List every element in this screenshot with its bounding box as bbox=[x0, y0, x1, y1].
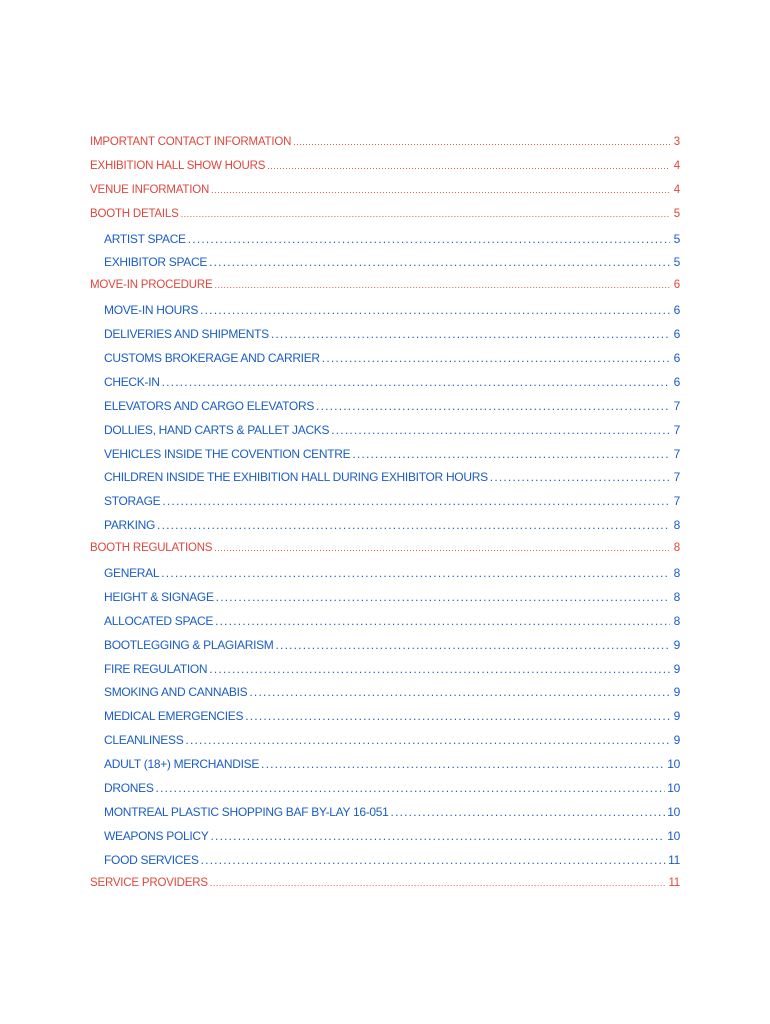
toc-entry-title: MOVE-IN HOURS bbox=[104, 303, 199, 318]
toc-entry-title: BOOTLEGGING & PLAGIARISM bbox=[104, 637, 274, 652]
toc-entry-title: VENUE INFORMATION bbox=[90, 183, 210, 196]
toc-entry[interactable] bbox=[90, 399, 680, 423]
toc-page-number: 8 bbox=[673, 542, 680, 555]
dot-leader bbox=[201, 853, 667, 867]
toc-entry-title: WEAPONS POLICY bbox=[104, 828, 209, 843]
toc-entry-title: ADULT (18+) MERCHANDISE bbox=[104, 757, 260, 772]
toc-entry[interactable] bbox=[90, 614, 680, 638]
toc-entry[interactable] bbox=[90, 423, 680, 447]
dot-leader bbox=[188, 232, 670, 246]
toc-entry-title: GENERAL bbox=[104, 566, 160, 581]
toc-entry-title: DOLLIES, HAND CARTS & PALLET JACKS bbox=[104, 422, 330, 437]
toc-page-number: 11 bbox=[668, 876, 680, 889]
dot-leader bbox=[214, 543, 670, 553]
dot-leader bbox=[161, 566, 670, 580]
toc-entry-title: ALLOCATED SPACE bbox=[104, 613, 214, 628]
toc-entry[interactable] bbox=[90, 232, 680, 256]
dot-leader bbox=[331, 423, 670, 437]
toc-entry[interactable] bbox=[90, 255, 680, 279]
toc-page-number: 4 bbox=[673, 159, 680, 172]
toc-entry[interactable] bbox=[90, 327, 680, 351]
toc-entry[interactable] bbox=[90, 566, 680, 590]
toc-page-number: 7 bbox=[673, 494, 680, 509]
toc-page-number: 9 bbox=[673, 661, 680, 676]
toc-entry-title: CUSTOMS BROKERAGE AND CARRIER bbox=[104, 351, 320, 366]
toc-entry-title: SMOKING AND CANNABIS bbox=[104, 685, 248, 700]
dot-leader bbox=[245, 709, 670, 723]
toc-page-number: 9 bbox=[673, 709, 680, 724]
dot-leader bbox=[271, 327, 670, 341]
dot-leader bbox=[276, 638, 670, 652]
toc-entry[interactable] bbox=[90, 781, 680, 805]
toc-entry-title: STORAGE bbox=[104, 494, 161, 509]
dot-leader bbox=[214, 280, 670, 290]
toc-entry-title: MONTREAL PLASTIC SHOPPING BAF BY-LAY 16-051 bbox=[104, 804, 389, 819]
dot-leader bbox=[391, 805, 666, 819]
toc-page-number: 6 bbox=[673, 327, 680, 342]
toc-entry-title: ARTIST SPACE bbox=[104, 231, 186, 246]
toc-page-number: 9 bbox=[673, 733, 680, 748]
dot-leader bbox=[210, 878, 667, 888]
toc-entry[interactable] bbox=[90, 733, 680, 757]
dot-leader bbox=[162, 494, 670, 508]
toc-page-number: 7 bbox=[673, 470, 680, 485]
toc-entry[interactable] bbox=[90, 351, 680, 375]
dot-leader bbox=[156, 781, 666, 795]
toc-page-number: 11 bbox=[668, 852, 680, 867]
dot-leader bbox=[267, 161, 670, 171]
toc-entry-title: ELEVATORS AND CARGO ELEVATORS bbox=[104, 398, 315, 413]
toc-entry[interactable] bbox=[90, 136, 680, 160]
toc-page-number: 8 bbox=[673, 589, 680, 604]
toc-entry-title: EXHIBITION HALL SHOW HOURS bbox=[90, 159, 266, 172]
dot-leader bbox=[209, 255, 670, 269]
dot-leader bbox=[211, 185, 670, 195]
dot-leader bbox=[490, 470, 670, 484]
toc-entry[interactable] bbox=[90, 757, 680, 781]
toc-entry[interactable] bbox=[90, 184, 680, 208]
toc-entry-title: EXHIBITOR SPACE bbox=[104, 255, 208, 270]
toc-page-number: 10 bbox=[667, 757, 680, 772]
toc-entry[interactable] bbox=[90, 805, 680, 829]
toc-entry-title: CHECK-IN bbox=[104, 374, 160, 389]
toc-entry-title: CHILDREN INSIDE THE EXHIBITION HALL DURING EXHIBITOR HOURS bbox=[104, 470, 488, 485]
toc-page-number: 10 bbox=[667, 828, 680, 843]
dot-leader bbox=[181, 209, 670, 219]
toc-entry-title: VEHICLES INSIDE THE COVENTION CENTRE bbox=[104, 446, 351, 461]
toc-entry-title: DRONES bbox=[104, 781, 154, 796]
dot-leader bbox=[322, 351, 670, 365]
toc-entry[interactable] bbox=[90, 375, 680, 399]
toc-page-number: 6 bbox=[673, 351, 680, 366]
toc-page-number: 8 bbox=[673, 518, 680, 533]
toc-page-number: 3 bbox=[673, 136, 680, 148]
dot-leader bbox=[261, 757, 665, 771]
toc-entry[interactable] bbox=[90, 542, 680, 566]
toc-entry[interactable] bbox=[90, 303, 680, 327]
dot-leader bbox=[162, 375, 670, 389]
toc-page-number: 5 bbox=[673, 207, 680, 220]
toc-page-number: 7 bbox=[673, 446, 680, 461]
toc-entry-title: CLEANLINESS bbox=[104, 733, 184, 748]
toc-entry[interactable] bbox=[90, 590, 680, 614]
dot-leader bbox=[211, 829, 666, 843]
toc-page-number: 6 bbox=[673, 374, 680, 389]
toc-entry[interactable] bbox=[90, 494, 680, 518]
toc-entry-title: MOVE-IN PROCEDURE bbox=[90, 279, 213, 292]
toc-entry[interactable] bbox=[90, 279, 680, 303]
toc-page-number: 7 bbox=[673, 422, 680, 437]
toc-entry-title: HEIGHT & SIGNAGE bbox=[104, 589, 214, 604]
toc-entry[interactable] bbox=[90, 160, 680, 184]
dot-leader bbox=[249, 685, 670, 699]
dot-leader bbox=[209, 662, 670, 676]
dot-leader bbox=[215, 614, 670, 628]
dot-leader bbox=[293, 137, 670, 147]
toc-entry[interactable] bbox=[90, 638, 680, 662]
toc-page-number: 7 bbox=[673, 398, 680, 413]
toc-page-number: 9 bbox=[673, 685, 680, 700]
toc-page-number: 10 bbox=[667, 804, 680, 819]
dot-leader bbox=[316, 399, 670, 413]
toc-entry[interactable] bbox=[90, 208, 680, 232]
toc-entry-title: BOOTH DETAILS bbox=[90, 207, 179, 220]
toc-entry-title: IMPORTANT CONTACT INFORMATION bbox=[90, 136, 292, 148]
toc-page-number: 8 bbox=[673, 566, 680, 581]
toc-entry[interactable] bbox=[90, 518, 680, 542]
toc-entry[interactable] bbox=[90, 470, 680, 494]
toc-page-number: 8 bbox=[673, 613, 680, 628]
toc-entry-title: PARKING bbox=[104, 518, 156, 533]
table-of-contents bbox=[90, 136, 680, 901]
toc-entry-title: FIRE REGULATION bbox=[104, 661, 208, 676]
toc-entry[interactable] bbox=[90, 685, 680, 709]
toc-entry-title: MEDICAL EMERGENCIES bbox=[104, 709, 244, 724]
toc-entry-title: DELIVERIES AND SHIPMENTS bbox=[104, 327, 269, 342]
toc-entry[interactable] bbox=[90, 829, 680, 853]
dot-leader bbox=[216, 590, 670, 604]
dot-leader bbox=[200, 303, 670, 317]
dot-leader bbox=[352, 447, 670, 461]
toc-page-number: 6 bbox=[673, 303, 680, 318]
dot-leader bbox=[185, 733, 670, 747]
dot-leader bbox=[157, 518, 670, 532]
toc-entry[interactable] bbox=[90, 662, 680, 686]
toc-entry[interactable] bbox=[90, 709, 680, 733]
toc-page-number: 10 bbox=[667, 781, 680, 796]
toc-page-number: 4 bbox=[673, 183, 680, 196]
toc-page-number: 9 bbox=[673, 637, 680, 652]
toc-entry-title: FOOD SERVICES bbox=[104, 852, 199, 867]
toc-page-number: 6 bbox=[673, 279, 680, 292]
toc-entry[interactable] bbox=[90, 853, 680, 877]
toc-entry[interactable] bbox=[90, 877, 680, 901]
toc-page-number: 5 bbox=[673, 255, 680, 270]
toc-entry-title: BOOTH REGULATIONS bbox=[90, 542, 213, 555]
toc-page-number: 5 bbox=[673, 231, 680, 246]
toc-entry-title: SERVICE PROVIDERS bbox=[90, 876, 208, 889]
toc-entry[interactable] bbox=[90, 447, 680, 471]
